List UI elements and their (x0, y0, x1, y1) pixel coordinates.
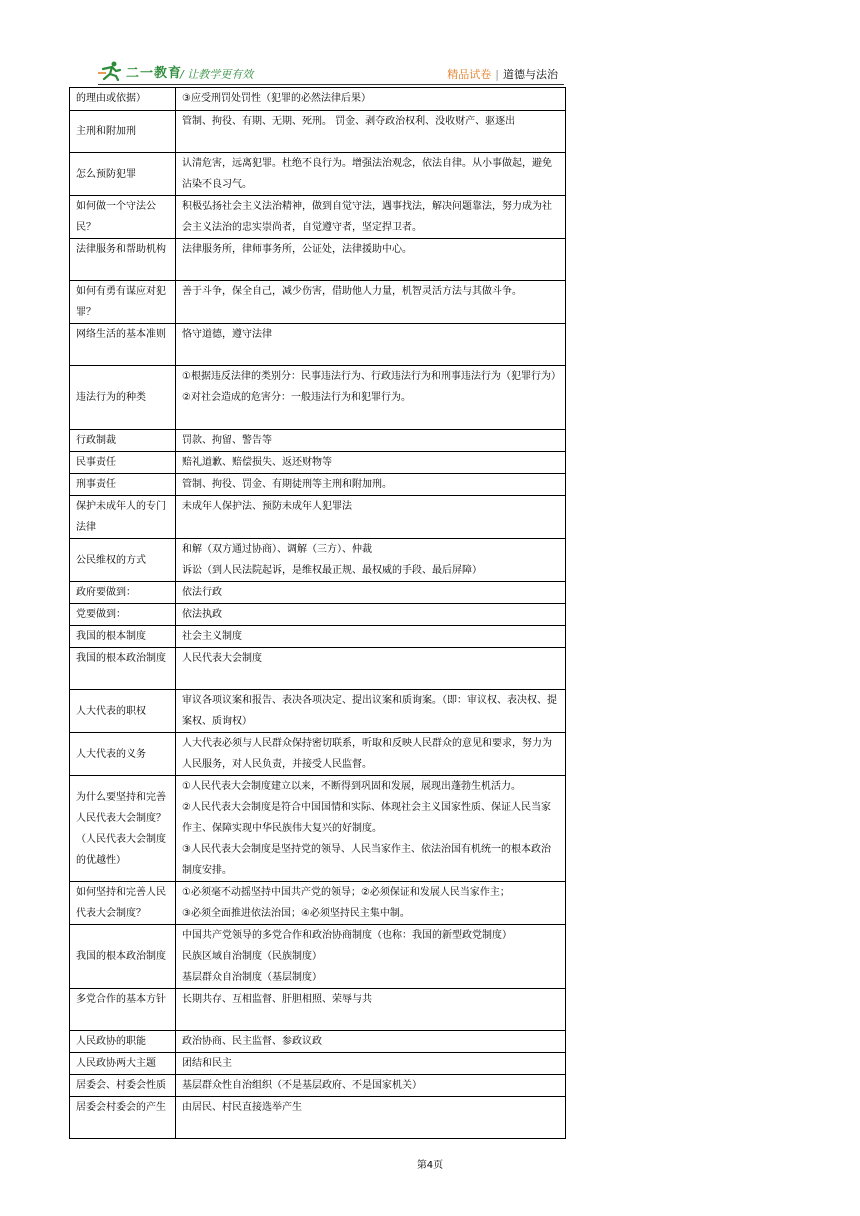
table-row (70, 196, 566, 239)
table-row (70, 153, 566, 196)
value-line: 认清危害，远离犯罪。杜绝不良行为。增强法治观念，依法自律。从小事做起，避免沾染不良习气。 (182, 158, 552, 190)
table-row (70, 648, 566, 690)
row-value (176, 1053, 566, 1075)
row-key: 居委会、村委会性质 (70, 1075, 176, 1097)
value-line: ③必须全面推进依法治国；④必须坚持民主集中制。 (182, 908, 410, 919)
row-value (176, 539, 566, 582)
table-row (70, 1053, 566, 1075)
row-value (176, 882, 566, 925)
value-line: 恪守道德，遵守法律 (182, 329, 272, 340)
row-key: 如何有勇有谋应对犯罪？ (70, 281, 176, 324)
row-key: 我国的根本政治制度 (70, 925, 176, 989)
row-value (176, 239, 566, 281)
value-line: ①人民代表大会制度建立以来，不断得到巩固和发展，展现出蓬勃生机活力。 (182, 781, 521, 792)
value-line: ③人民代表大会制度是坚持党的领导、人民当家作主、依法治国有机统一的根本政治制度安排。 (182, 844, 551, 876)
row-value (176, 474, 566, 496)
table-row (70, 1031, 566, 1053)
row-key: 人民政协的职能 (70, 1031, 176, 1053)
value-line: 赔礼道歉、赔偿损失、返还财物等 (182, 457, 332, 468)
row-key: 政府要做到： (70, 582, 176, 604)
row-key: 为什么要坚持和完善人民代表大会制度？（人民代表大会制度的优越性） (70, 776, 176, 882)
subject-label: 道德与法治 (503, 68, 558, 81)
value-line: 诉讼（到人民法院起诉，是维权最正规、最权威的手段、最后屏障） (182, 565, 482, 576)
row-key: 人民政协两大主题 (70, 1053, 176, 1075)
row-key: 的理由或依据） (70, 88, 176, 111)
row-value (176, 153, 566, 196)
row-value (176, 690, 566, 733)
value-line: ①根据违反法律的类别分：民事违法行为、行政违法行为和刑事违法行为（犯罪行为） (182, 371, 561, 382)
value-line: 基层群众自治制度（基层制度） (182, 972, 322, 983)
value-line: 人民代表大会制度 (182, 653, 262, 664)
row-value (176, 452, 566, 474)
row-value (176, 925, 566, 989)
row-value (176, 626, 566, 648)
runner-logo-icon (98, 61, 124, 81)
slogan: / 让教学更有效 (180, 68, 254, 81)
value-line: 管制、拘役、有期、无期、死刑。 罚金、剥夺政治权利、没收财产、驱逐出 (182, 116, 516, 127)
row-value (176, 430, 566, 452)
value-line: 依法行政 (182, 587, 222, 598)
value-line: 未成年人保护法、预防未成年人犯罪法 (182, 501, 352, 512)
row-value (176, 324, 566, 366)
table-row (70, 496, 566, 539)
value-line: 政治协商、民主监督、参政议政 (182, 1036, 322, 1047)
row-value (176, 1075, 566, 1097)
table-row (70, 539, 566, 582)
value-line: 积极弘扬社会主义法治精神，做到自觉守法，遇事找法，解决问题靠法，努力成为社会主义法治的忠实崇尚者，自觉遵守者，坚定捍卫者。 (182, 201, 552, 233)
value-line: 罚款、拘留、警告等 (182, 435, 272, 446)
table-row (70, 733, 566, 776)
value-line: 人大代表必须与人民群众保持密切联系，听取和反映人民群众的意见和要求，努力为人民服务，对人民负责，并接受人民监督。 (182, 738, 552, 770)
value-line: ①必须毫不动摇坚持中国共产党的领导；②必须保证和发展人民当家作主； (182, 887, 510, 898)
value-line: 由居民、村民直接选举产生 (182, 1102, 302, 1113)
table-row (70, 776, 566, 882)
value-line: 社会主义制度 (182, 631, 242, 642)
row-key: 我国的根本政治制度 (70, 648, 176, 690)
row-key: 居委会村委会的产生 (70, 1097, 176, 1139)
logo-text: 二一教育 (126, 65, 183, 81)
row-key: 违法行为的种类 (70, 366, 176, 430)
table-row (70, 281, 566, 324)
row-value (176, 1031, 566, 1053)
value-line: 善于斗争，保全自己，减少伤害，借助他人力量，机智灵活方法与其做斗争。 (182, 286, 522, 297)
row-key: 党要做到： (70, 604, 176, 626)
header-category (447, 66, 558, 82)
table-row (70, 989, 566, 1031)
table-row (70, 690, 566, 733)
row-key: 公民维权的方式 (70, 539, 176, 582)
row-key: 如何坚持和完善人民代表大会制度？ (70, 882, 176, 925)
row-key: 如何做一个守法公民？ (70, 196, 176, 239)
table-row (70, 474, 566, 496)
table-row (70, 452, 566, 474)
value-line: 依法执政 (182, 609, 222, 620)
row-value (176, 88, 566, 111)
value-line: 中国共产党领导的多党合作和政治协商制度（也称：我国的新型政党制度） (182, 930, 512, 941)
value-line: 基层群众性自治组织（不是基层政府、不是国家机关） (182, 1080, 422, 1091)
table-row (70, 604, 566, 626)
table-row (70, 324, 566, 366)
row-key: 多党合作的基本方针 (70, 989, 176, 1031)
value-line: 审议各项议案和报告、表决各项决定、提出议案和质询案。（即：审议权、表决权、提案权、质询权） (182, 695, 557, 727)
table-row (70, 239, 566, 281)
page-number: 第4页 (416, 1160, 444, 1171)
row-value (176, 648, 566, 690)
value-line: 民族区域自治制度（民族制度） (182, 951, 322, 962)
row-value (176, 111, 566, 153)
value-line: 管制、拘役、罚金、有期徒刑等主刑和附加刑。 (182, 479, 392, 490)
row-value (176, 989, 566, 1031)
value-line: ②对社会造成的危害分：一般违法行为和犯罪行为。 (182, 392, 411, 403)
table-row (70, 582, 566, 604)
row-key: 我国的根本制度 (70, 626, 176, 648)
table-row (70, 1097, 566, 1139)
value-line: 和解（双方通过协商）、调解（三方）、仲裁 (182, 544, 372, 555)
page-header (98, 58, 560, 84)
table-row (70, 626, 566, 648)
row-key: 怎么预防犯罪 (70, 153, 176, 196)
row-key: 主刑和附加刑 (70, 111, 176, 153)
value-line: 团结和民主 (182, 1058, 232, 1069)
row-key: 人大代表的职权 (70, 690, 176, 733)
row-key: 人大代表的义务 (70, 733, 176, 776)
row-value (176, 496, 566, 539)
value-line: 法律服务所，律师事务所，公证处，法律援助中心。 (182, 244, 412, 255)
row-value (176, 281, 566, 324)
header-divider (98, 84, 564, 85)
row-key: 保护未成年人的专门法律 (70, 496, 176, 539)
row-value (176, 776, 566, 882)
content-table (69, 87, 566, 1139)
row-key: 法律服务和帮助机构 (70, 239, 176, 281)
row-value (176, 366, 566, 430)
table-row (70, 925, 566, 989)
table-row (70, 111, 566, 153)
row-key: 网络生活的基本准则 (70, 324, 176, 366)
row-key: 刑事责任 (70, 474, 176, 496)
row-value (176, 582, 566, 604)
row-value (176, 196, 566, 239)
table-row (70, 430, 566, 452)
table-row (70, 366, 566, 430)
table-row (70, 1075, 566, 1097)
header-separator: | (495, 68, 499, 81)
category-label: 精品试卷 (447, 68, 492, 81)
row-value (176, 604, 566, 626)
logo (98, 60, 182, 82)
value-line: ③应受刑罚处罚性（犯罪的必然法律后果） (182, 93, 371, 104)
table-row (70, 88, 566, 111)
row-key: 行政制裁 (70, 430, 176, 452)
row-value (176, 1097, 566, 1139)
table-row (70, 882, 566, 925)
value-line: 长期共存、互相监督、肝胆相照、荣辱与共 (182, 994, 372, 1005)
row-key: 民事责任 (70, 452, 176, 474)
row-value (176, 733, 566, 776)
value-line: ②人民代表大会制度是符合中国国情和实际、体现社会主义国家性质、保证人民当家作主、保障实现中华民族伟大复兴的好制度。 (182, 802, 551, 834)
